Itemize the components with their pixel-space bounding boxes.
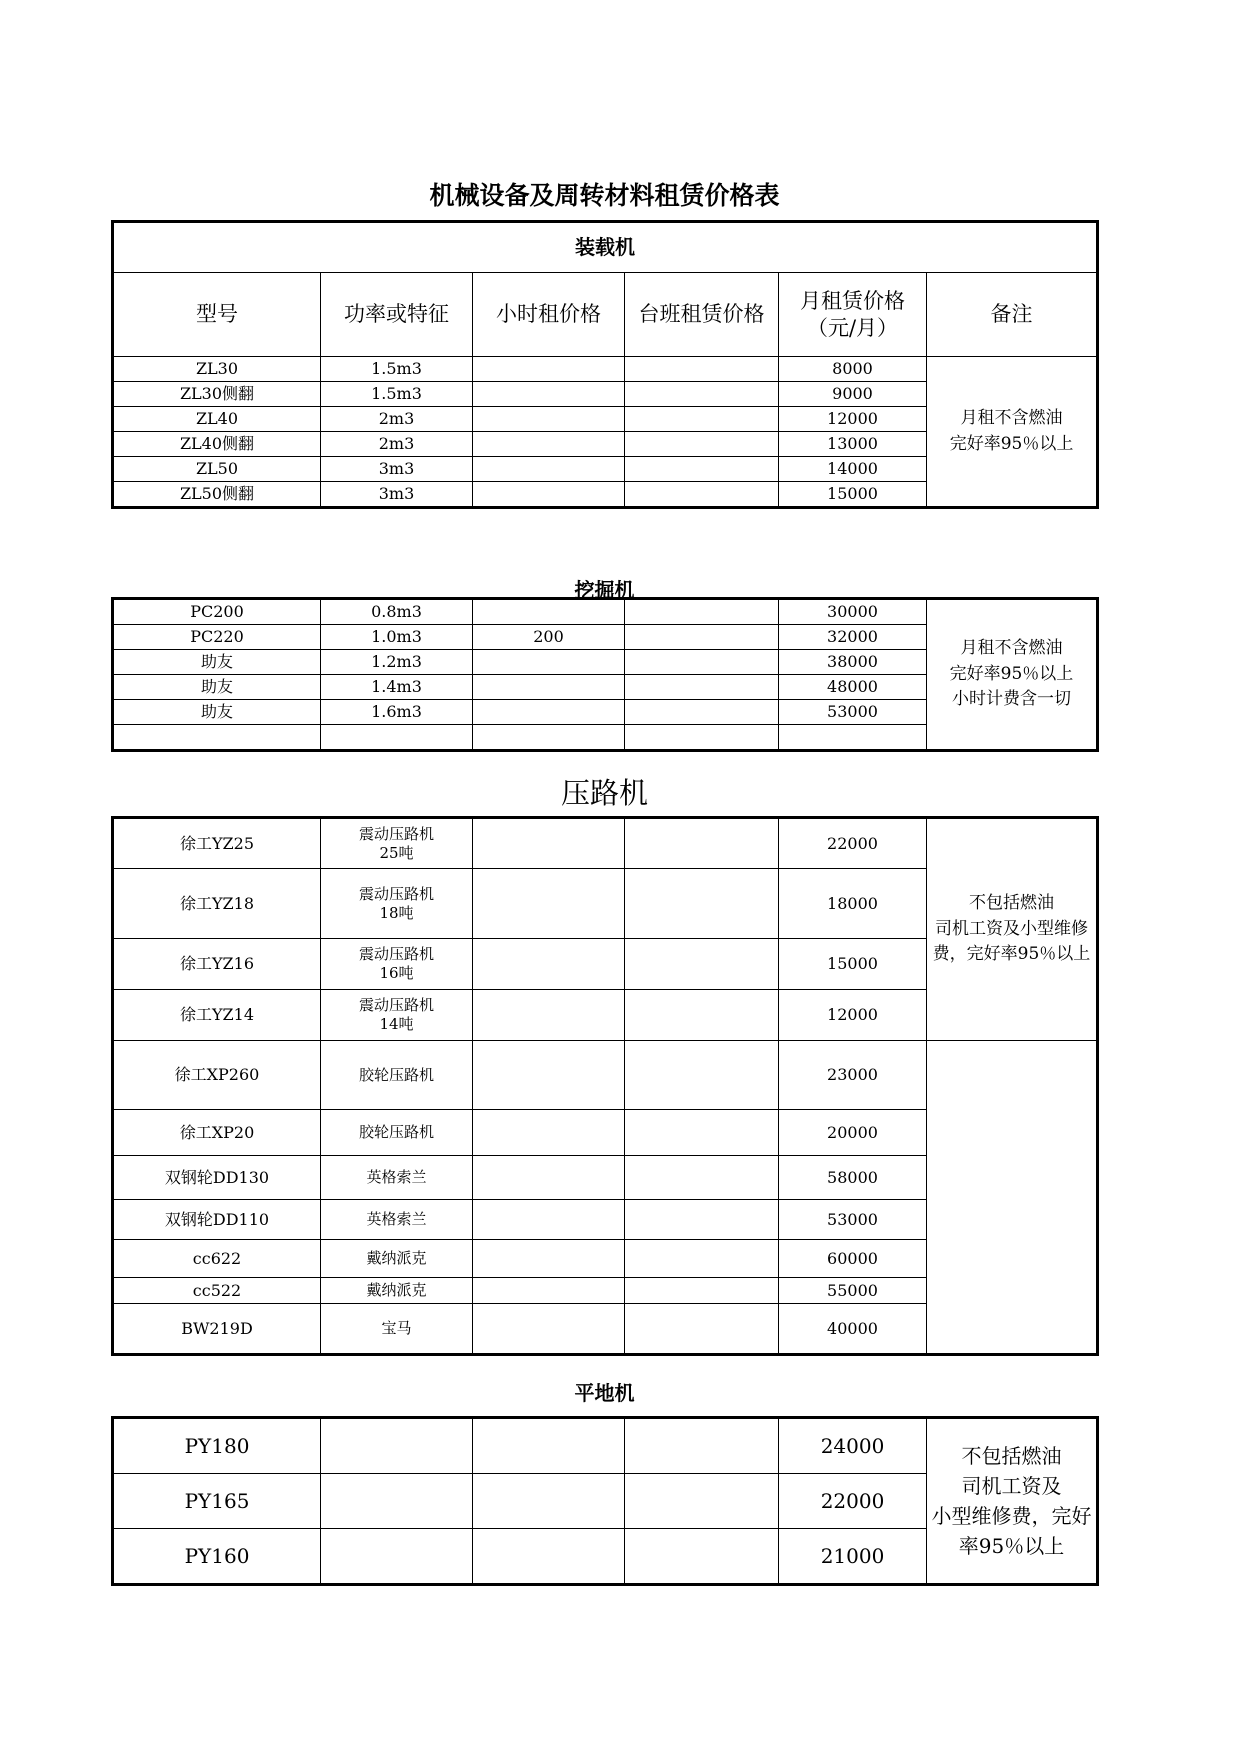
model-cell: 双钢轮DD110 <box>114 1200 321 1240</box>
monthly-price-cell: 55000 <box>779 1278 927 1304</box>
shift-price-cell <box>625 675 779 700</box>
hourly-price-cell <box>473 482 625 507</box>
feature-cell: 2m3 <box>321 407 473 432</box>
model-cell: PY160 <box>114 1529 321 1584</box>
feature-cell: 震动压路机 16吨 <box>321 939 473 990</box>
grader-table <box>113 1418 1097 1584</box>
shift-price-cell <box>625 650 779 675</box>
header-feature: 功率或特征 <box>321 273 473 357</box>
hourly-price-cell <box>473 1041 625 1110</box>
model-cell: 徐工XP260 <box>114 1041 321 1110</box>
shift-price-cell <box>625 700 779 725</box>
hourly-price-cell <box>473 357 625 382</box>
shift-price-cell <box>625 1110 779 1156</box>
model-cell: ZL40 <box>114 407 321 432</box>
model-cell: PY165 <box>114 1474 321 1529</box>
hourly-price-cell <box>473 1474 625 1529</box>
roller-table <box>113 818 1097 1354</box>
header-monthly-price: 月租赁价格 （元/月） <box>779 273 927 357</box>
feature-cell: 1.2m3 <box>321 650 473 675</box>
shift-price-cell <box>625 1419 779 1474</box>
model-cell: PY180 <box>114 1419 321 1474</box>
monthly-price-cell: 48000 <box>779 675 927 700</box>
feature-cell: 震动压路机 14吨 <box>321 990 473 1041</box>
feature-cell: 1.5m3 <box>321 357 473 382</box>
monthly-price-cell: 9000 <box>779 382 927 407</box>
monthly-price-cell: 8000 <box>779 357 927 382</box>
header-row <box>114 273 1097 357</box>
shift-price-cell <box>625 432 779 457</box>
feature-cell: 戴纳派克 <box>321 1278 473 1304</box>
monthly-price-cell: 58000 <box>779 1156 927 1200</box>
monthly-price-cell: 40000 <box>779 1304 927 1354</box>
monthly-price-cell: 24000 <box>779 1419 927 1474</box>
excavator-section-title: 挖掘机 <box>574 578 635 602</box>
table-row <box>114 819 1097 869</box>
monthly-price-cell: 53000 <box>779 700 927 725</box>
model-cell: 徐工XP20 <box>114 1110 321 1156</box>
roller-section-title: 压路机 <box>560 776 648 810</box>
shift-price-cell <box>625 1529 779 1584</box>
model-cell: 徐工YZ16 <box>114 939 321 990</box>
feature-cell: 3m3 <box>321 482 473 507</box>
feature-cell <box>321 1529 473 1584</box>
hourly-price-cell <box>473 1304 625 1354</box>
monthly-price-cell: 38000 <box>779 650 927 675</box>
feature-cell: 英格索兰 <box>321 1200 473 1240</box>
feature-cell: 1.5m3 <box>321 382 473 407</box>
shift-price-cell <box>625 990 779 1041</box>
hourly-price-cell <box>473 990 625 1041</box>
monthly-price-cell: 20000 <box>779 1110 927 1156</box>
monthly-price-cell: 21000 <box>779 1529 927 1584</box>
shift-price-cell <box>625 357 779 382</box>
feature-cell: 2m3 <box>321 432 473 457</box>
shift-price-cell <box>625 1304 779 1354</box>
hourly-price-cell <box>473 819 625 869</box>
hourly-price-cell <box>473 1278 625 1304</box>
hourly-price-cell <box>473 869 625 939</box>
table-row <box>114 1419 1097 1474</box>
header-shift-price: 台班租赁价格 <box>625 273 779 357</box>
shift-price-cell <box>625 1041 779 1110</box>
model-cell: ZL40侧翻 <box>114 432 321 457</box>
model-cell <box>114 725 321 750</box>
feature-cell: 戴纳派克 <box>321 1240 473 1278</box>
monthly-price-cell: 60000 <box>779 1240 927 1278</box>
shift-price-cell <box>625 382 779 407</box>
feature-cell: 1.4m3 <box>321 675 473 700</box>
hourly-price-cell <box>473 675 625 700</box>
monthly-price-cell: 22000 <box>779 1474 927 1529</box>
monthly-price-cell: 53000 <box>779 1200 927 1240</box>
model-cell: 助友 <box>114 650 321 675</box>
shift-price-cell <box>625 819 779 869</box>
loader-table <box>113 222 1097 507</box>
roller-remarks-empty <box>927 1041 1097 1354</box>
feature-cell: 1.0m3 <box>321 625 473 650</box>
monthly-price-cell: 30000 <box>779 600 927 625</box>
excavator-table <box>113 599 1097 750</box>
shift-price-cell <box>625 869 779 939</box>
feature-cell: 1.6m3 <box>321 700 473 725</box>
hourly-price-cell <box>473 1110 625 1156</box>
shift-price-cell <box>625 1474 779 1529</box>
model-cell: cc622 <box>114 1240 321 1278</box>
table-row <box>114 600 1097 625</box>
feature-cell <box>321 725 473 750</box>
hourly-price-cell <box>473 650 625 675</box>
monthly-price-cell: 23000 <box>779 1041 927 1110</box>
hourly-price-cell <box>473 700 625 725</box>
monthly-price-cell <box>779 725 927 750</box>
feature-cell: 宝马 <box>321 1304 473 1354</box>
table-row <box>114 1041 1097 1110</box>
hourly-price-cell <box>473 1200 625 1240</box>
feature-cell: 3m3 <box>321 457 473 482</box>
feature-cell <box>321 1419 473 1474</box>
hourly-price-cell <box>473 1529 625 1584</box>
hourly-price-cell <box>473 725 625 750</box>
feature-cell: 胶轮压路机 <box>321 1041 473 1110</box>
shift-price-cell <box>625 1156 779 1200</box>
hourly-price-cell <box>473 1156 625 1200</box>
hourly-price-cell <box>473 600 625 625</box>
feature-cell: 震动压路机 25吨 <box>321 819 473 869</box>
hourly-price-cell <box>473 457 625 482</box>
shift-price-cell <box>625 482 779 507</box>
hourly-price-cell <box>473 1240 625 1278</box>
loader-remarks: 月租不含燃油 完好率95％以上 <box>927 357 1097 507</box>
shift-price-cell <box>625 939 779 990</box>
shift-price-cell <box>625 1200 779 1240</box>
monthly-price-cell: 13000 <box>779 432 927 457</box>
model-cell: 双钢轮DD130 <box>114 1156 321 1200</box>
shift-price-cell <box>625 407 779 432</box>
shift-price-cell <box>625 1278 779 1304</box>
feature-cell: 胶轮压路机 <box>321 1110 473 1156</box>
feature-cell: 震动压路机 18吨 <box>321 869 473 939</box>
page-title: 机械设备及周转材料租赁价格表 <box>429 181 780 210</box>
grader-remarks: 不包括燃油 司机工资及 小型维修费，完好率95％以上 <box>927 1419 1097 1584</box>
monthly-price-cell: 14000 <box>779 457 927 482</box>
model-cell: BW219D <box>114 1304 321 1354</box>
model-cell: 助友 <box>114 675 321 700</box>
model-cell: 徐工YZ14 <box>114 990 321 1041</box>
feature-cell: 0.8m3 <box>321 600 473 625</box>
hourly-price-cell <box>473 382 625 407</box>
shift-price-cell <box>625 725 779 750</box>
grader-section-title: 平地机 <box>574 1381 635 1405</box>
hourly-price-cell <box>473 939 625 990</box>
model-cell: 徐工YZ25 <box>114 819 321 869</box>
monthly-price-cell: 12000 <box>779 990 927 1041</box>
model-cell: PC220 <box>114 625 321 650</box>
table-row <box>114 357 1097 382</box>
header-remarks: 备注 <box>927 273 1097 357</box>
model-cell: 助友 <box>114 700 321 725</box>
shift-price-cell <box>625 625 779 650</box>
header-hourly-price: 小时租价格 <box>473 273 625 357</box>
model-cell: 徐工YZ18 <box>114 869 321 939</box>
monthly-price-cell: 18000 <box>779 869 927 939</box>
monthly-price-cell: 22000 <box>779 819 927 869</box>
hourly-price-cell <box>473 407 625 432</box>
excavator-remarks: 月租不含燃油 完好率95％以上 小时计费含一切 <box>927 600 1097 750</box>
header-model: 型号 <box>114 273 321 357</box>
model-cell: PC200 <box>114 600 321 625</box>
shift-price-cell <box>625 1240 779 1278</box>
feature-cell <box>321 1474 473 1529</box>
hourly-price-cell <box>473 432 625 457</box>
loader-section-title: 装载机 <box>114 223 1097 273</box>
shift-price-cell <box>625 600 779 625</box>
model-cell: ZL50侧翻 <box>114 482 321 507</box>
roller-remarks: 不包括燃油 司机工资及小型维修费，完好率95％以上 <box>927 819 1097 1041</box>
model-cell: ZL50 <box>114 457 321 482</box>
model-cell: ZL30侧翻 <box>114 382 321 407</box>
model-cell: ZL30 <box>114 357 321 382</box>
shift-price-cell <box>625 457 779 482</box>
monthly-price-cell: 12000 <box>779 407 927 432</box>
hourly-price-cell: 200 <box>473 625 625 650</box>
model-cell: cc522 <box>114 1278 321 1304</box>
hourly-price-cell <box>473 1419 625 1474</box>
monthly-price-cell: 32000 <box>779 625 927 650</box>
monthly-price-cell: 15000 <box>779 939 927 990</box>
monthly-price-cell: 15000 <box>779 482 927 507</box>
feature-cell: 英格索兰 <box>321 1156 473 1200</box>
